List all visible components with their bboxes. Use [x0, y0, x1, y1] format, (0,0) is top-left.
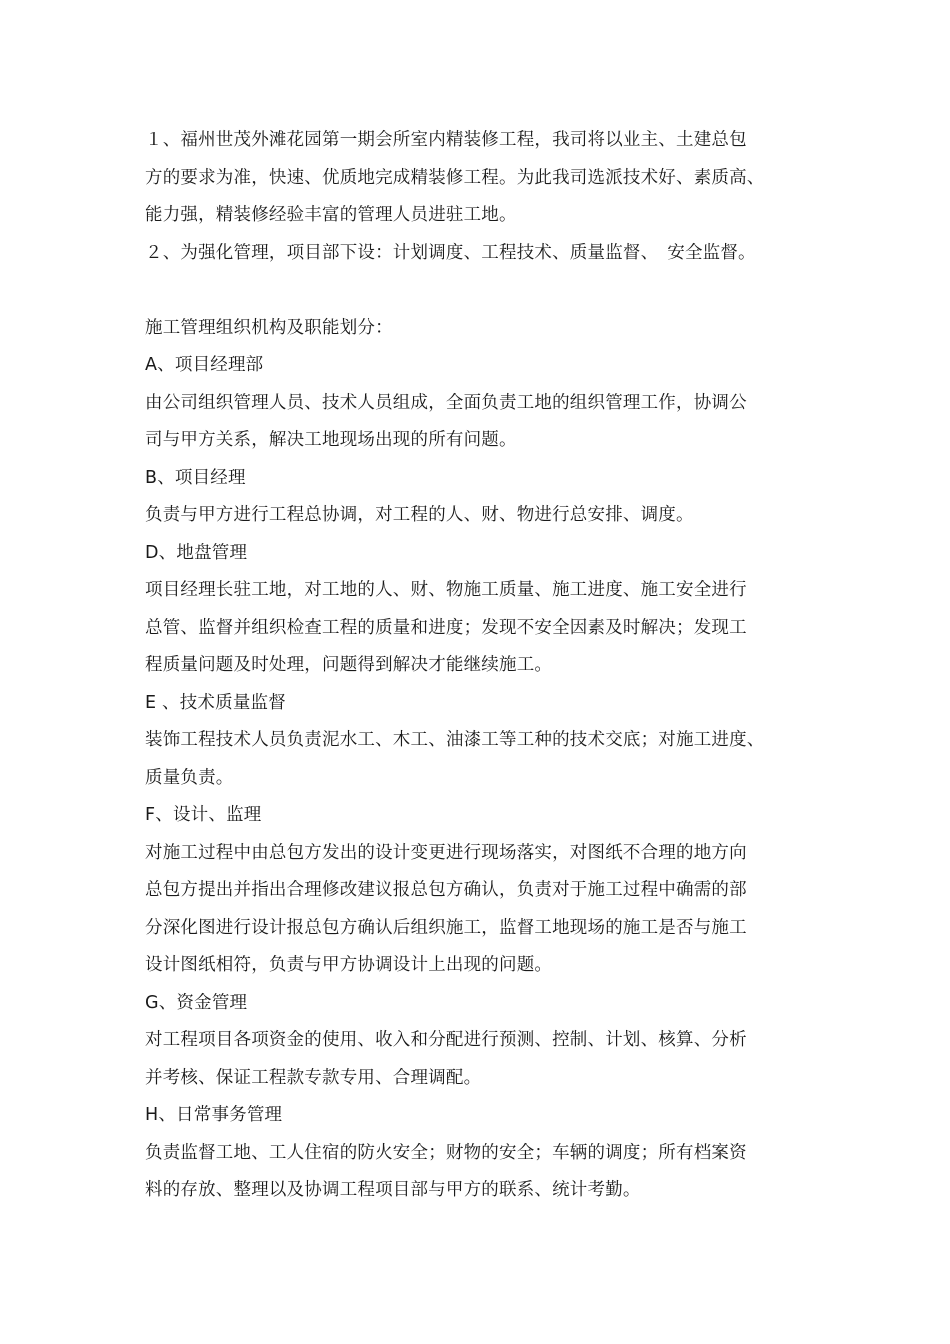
document-body: [145, 122, 825, 1210]
text-line: 负责与甲方进行工程总协调，对工程的人、财、物进行总安排、调度。: [145, 505, 694, 525]
intro-item-2: [145, 235, 825, 273]
text-line: 总包方提出并指出合理修改建议报总包方确认，负责对于施工过程中确需的部: [145, 880, 747, 900]
section-heading: D、地盘管理: [145, 542, 248, 563]
section-heading: H、日常事务管理: [145, 1105, 283, 1125]
section-f: [145, 797, 825, 985]
section-heading: B、项目经理: [145, 467, 246, 488]
text-line: 由公司组织管理人员、技术人员组成，全面负责工地的组织管理工作，协调公: [145, 392, 747, 413]
section-heading: G、资金管理: [145, 992, 248, 1013]
text-line: 司与甲方关系，解决工地现场出现的所有问题。: [145, 430, 517, 450]
text-line: 程质量问题及时处理，问题得到解决才能继续施工。: [145, 655, 553, 675]
text-line: 总管、监督并组织检查工程的质量和进度；发现不安全因素及时解决；发现工: [145, 617, 747, 638]
section-heading: E 、技术质量监督: [145, 692, 286, 713]
text-line: 装饰工程技术人员负责泥水工、木工、油漆工等工种的技术交底；对施工进度、: [145, 730, 765, 750]
section-b: [145, 460, 825, 535]
text-line: 料的存放、整理以及协调工程项目部与甲方的联系、统计考勤。: [145, 1180, 641, 1200]
text-line: 项目经理长驻工地，对工地的人、财、物施工质量、施工进度、施工安全进行: [145, 580, 747, 600]
text-line: 能力强，精装修经验丰富的管理人员进驻工地。: [145, 205, 517, 225]
text-line: 对工程项目各项资金的使用、收入和分配进行预测、控制、计划、核算、分析: [145, 1030, 747, 1050]
section-e: [145, 685, 825, 798]
section-title: 施工管理组织机构及职能划分：: [145, 317, 393, 338]
text-line: ２、为强化管理，项目部下设：计划调度、工程技术、质量监督、 安全监督。: [145, 242, 756, 263]
text-line: 方的要求为准，快速、优质地完成精装修工程。为此我司选派技术好、素质高、: [145, 167, 765, 188]
text-line: 负责监督工地、工人住宿的防火安全；财物的安全；车辆的调度；所有档案资: [145, 1142, 747, 1163]
text-line: 并考核、保证工程款专款专用、合理调配。: [145, 1067, 482, 1088]
text-line: １、福州世茂外滩花园第一期会所室内精装修工程，我司将以业主、土建总包: [145, 130, 747, 150]
section-a: [145, 347, 825, 460]
text-line: 对施工过程中由总包方发出的设计变更进行现场落实，对图纸不合理的地方向: [145, 842, 747, 863]
text-line: 质量负责。: [145, 767, 234, 788]
section-h: [145, 1097, 825, 1210]
section-heading: F、设计、监理: [145, 805, 262, 825]
blank-line: [145, 272, 825, 310]
section-d: [145, 535, 825, 685]
intro-item-1: [145, 122, 825, 235]
text-line: 分深化图进行设计报总包方确认后组织施工，监督工地现场的施工是否与施工: [145, 917, 747, 938]
section-g: [145, 985, 825, 1098]
text-line: 设计图纸相符，负责与甲方协调设计上出现的问题。: [145, 955, 553, 975]
section-heading: A、项目经理部: [145, 355, 264, 375]
